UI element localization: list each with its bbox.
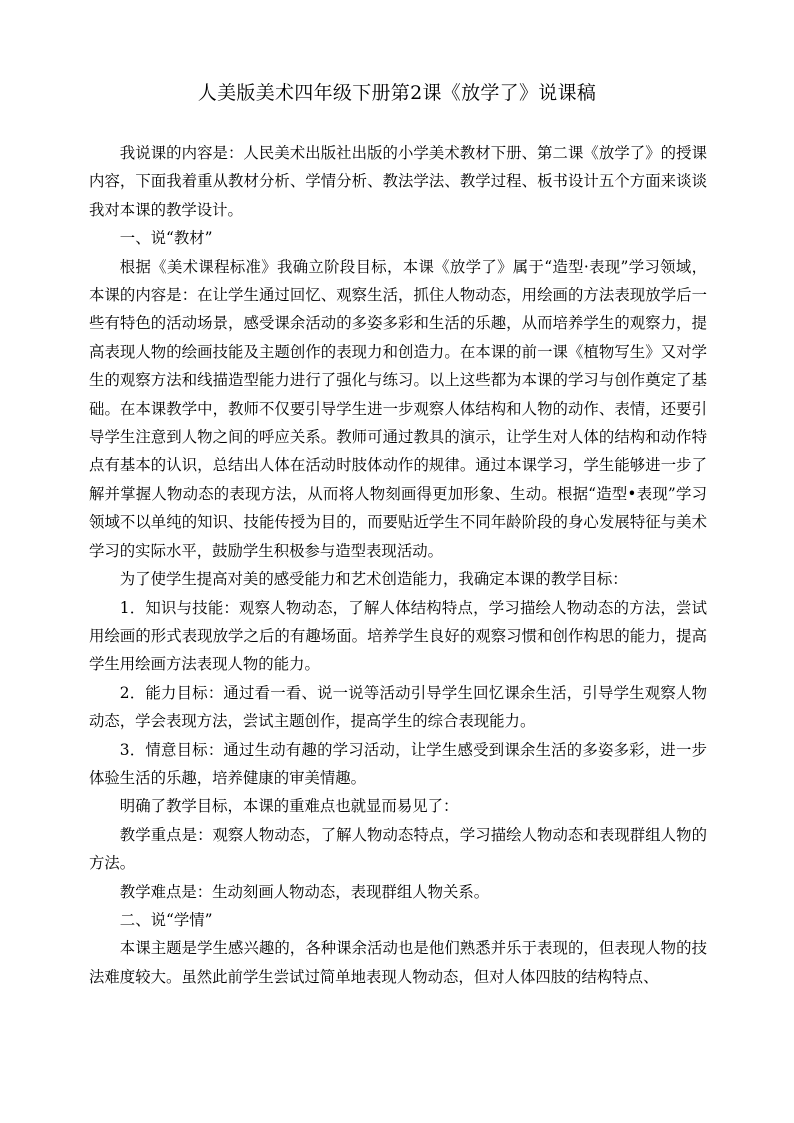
paragraph-key-points-intro: 明确了教学目标，本课的重难点也就显而易见了： [119,797,459,816]
paragraph-learner-analysis: 本课主题是学生感兴趣的，各种课余活动也是他们熟悉并乐于表现的，但表现人物的技法难度较大。虽然此前学生尝试过简单地表现人物动态，但对人体四肢的结构特点、 [89,939,707,986]
document-title: 人美版美术四年级下册第2课《放学了》说课稿 [197,82,597,104]
section-heading-textbook: 一、说“教材” [119,229,213,248]
paragraph-teaching-difficulty: 教学难点是：生动刻画人物动态，表现群组人物关系。 [119,882,490,901]
paragraph-teaching-focus: 教学重点是：观察人物动态，了解人物动态特点，学习描绘人物动态和表现群组人物的方法。 [89,825,707,873]
paragraph-goals-intro: 为了使学生提高对美的感受能力和艺术创造能力，我确定本课的教学目标： [119,570,628,589]
paragraph-textbook-analysis: 根据《美术课程标准》我确立阶段目标，本课《放学了》属于“造型·表现”学习领域，本课的内容是：在让学生通过回忆、观察生活，抓住人物动态，用绘画的方法表现放学后一些有特色的活动场景，感受课余活动的多姿多彩和生活的乐趣，从而培养学生的观察力，提高表现人物的绘画技能及主题创作的表现力和创造力。在本课的前一课《植物写生》又对学生的观察方法和线描造型能力进行了强化与练习。以上这些都为本课的学习与创作奠定了基础。在本课教学中，教师不仅要引导学生进一步观察人体结构和人物的动作、表情，还要引导学生注意到人物之间的呼应关系。教师可通过教具的演示，让学生对人体的结构和动作特点有基本的认识，总结出人体在活动时肢体动作的规律。通过本课学习，学生能够进一步了解并掌握人物动态的表现方法，从而将人物刻画得更加形象、生动。根据“造型•表现”学习领域不以单纯的知识、技能传授为目的，而要贴近学生不同年龄阶段的身心发展特征与美术学习的实际水平，鼓励学生积极参与造型表现活动。 [89,257,707,560]
paragraph-goal-emotion: 3．情意目标：通过生动有趣的学习活动，让学生感受到课余生活的多姿多彩，进一步体验生活的乐趣，培养健康的审美情趣。 [89,740,707,787]
section-heading-learners: 二、说“学情” [119,910,213,929]
paragraph-goal-ability: 2．能力目标：通过看一看、说一说等活动引导学生回忆课余生活，引导学生观察人物动态，学会表现方法，尝试主题创作，提高学生的综合表现能力。 [89,683,707,731]
document-body [89,139,707,991]
paragraph-goal-knowledge: 1．知识与技能：观察人物动态，了解人体结构特点，学习描绘人物动态的方法，尝试用绘画的形式表现放学之后的有趣场面。培养学生良好的观察习惯和创作构思的能力，提高学生用绘画方法表现人物的能力。 [89,598,707,674]
paragraph-intro: 我说课的内容是：人民美术出版社出版的小学美术教材下册、第二课《放学了》的授课内容，下面我着重从教材分析、学情分析、教法学法、教学过程、板书设计五个方面来谈谈我对本课的教学设计。 [89,144,707,219]
